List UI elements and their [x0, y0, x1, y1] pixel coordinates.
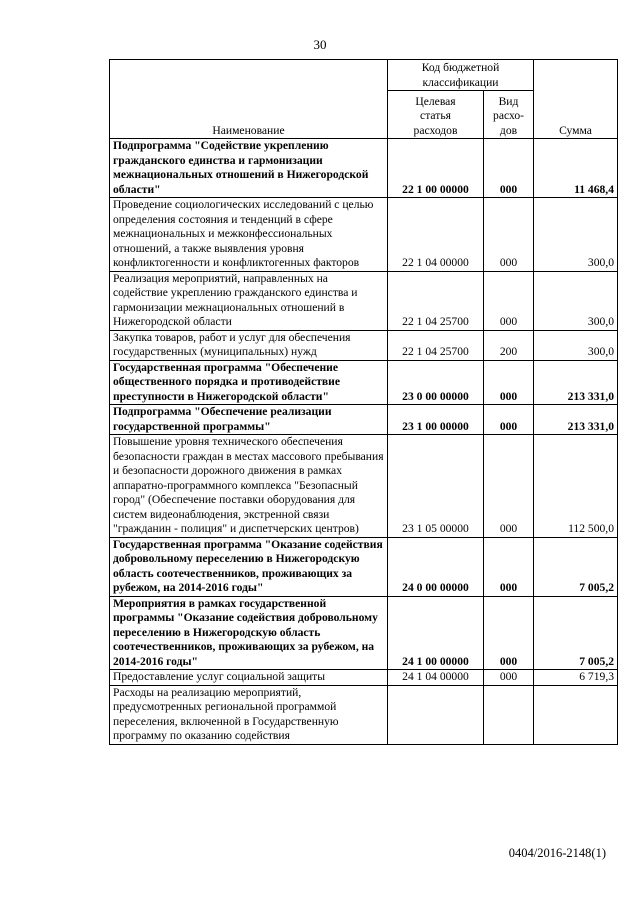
row-expense-kind-cell [484, 685, 534, 744]
row-name-cell: Расходы на реализацию мероприятий, предусмотренных региональной программой переселения, включенной в Государственную программу по оказанию содействия [110, 685, 388, 744]
row-target-article-cell: 22 1 04 00000 [388, 198, 484, 272]
row-name-cell: Государственная программа "Обеспечение общественного порядка и противодействие преступности в Нижегородской области" [110, 360, 388, 405]
row-target-article-cell: 23 1 05 00000 [388, 435, 484, 538]
row-sum-cell: 7 005,2 [534, 596, 618, 670]
header-target-article [388, 91, 484, 139]
row-name-cell: Подпрограмма "Содействие укреплению гражданского единства и гармонизации межнациональных отношений в Нижегородской области" [110, 139, 388, 198]
row-sum-cell: 300,0 [534, 330, 618, 360]
row-target-article-cell: 22 1 00 00000 [388, 139, 484, 198]
row-target-article-cell: 23 1 00 00000 [388, 405, 484, 435]
header-kind-line: Вид [498, 94, 519, 108]
row-target-article-cell: 22 1 04 25700 [388, 330, 484, 360]
header-kind-line: расхо- [493, 109, 524, 122]
row-sum-cell: 6 719,3 [534, 670, 618, 686]
table-row [110, 537, 618, 596]
row-name-cell: Проведение социологических исследований с целью определения состояния и тенденций в сфере межнациональных и межконфессиональных отношений, а также выявления уровня конфликтогенности и конфликтогенных факторов [110, 198, 388, 272]
row-expense-kind-cell: 000 [484, 198, 534, 272]
row-sum-cell: 300,0 [534, 198, 618, 272]
table-row [110, 330, 618, 360]
row-name-cell: Повышение уровня технического обеспечения безопасности граждан в местах массового пребывания и безопасности дорожного движения в рамках аппаратно-программного комплекса "Безопасный город" (Обеспечение поставки оборудования для систем видеонаблюдения, экстренной связи "гражданин - полиция" и диспетчерских центров) [110, 435, 388, 538]
row-name-cell: Государственная программа "Оказание содействия добровольному переселению в Нижегородскую область соотечественников, проживающих за рубежом, на 2014-2016 годы" [110, 537, 388, 596]
table-row [110, 360, 618, 405]
header-target-line: расходов [413, 123, 458, 137]
row-target-article-cell: 24 1 04 00000 [388, 670, 484, 686]
row-sum-cell [534, 685, 618, 744]
row-expense-kind-cell: 000 [484, 405, 534, 435]
table-row [110, 198, 618, 272]
row-target-article-cell: 22 1 04 25700 [388, 271, 484, 330]
row-name-cell: Подпрограмма "Обеспечение реализации государственной программы" [110, 405, 388, 435]
row-name-cell: Реализация мероприятий, направленных на содействие укреплению гражданского единства и гармонизации межнациональных отношений в Нижегородской области [110, 271, 388, 330]
row-expense-kind-cell: 000 [484, 670, 534, 686]
header-target-line: Целевая [415, 94, 456, 108]
row-sum-cell: 112 500,0 [534, 435, 618, 538]
row-expense-kind-cell: 000 [484, 360, 534, 405]
row-expense-kind-cell: 200 [484, 330, 534, 360]
table-row [110, 435, 618, 538]
row-sum-cell: 213 331,0 [534, 405, 618, 435]
header-sum: Сумма [534, 60, 618, 139]
header-target-line: статья [420, 109, 451, 122]
row-sum-cell: 213 331,0 [534, 360, 618, 405]
table-row [110, 139, 618, 198]
table-row [110, 405, 618, 435]
row-target-article-cell: 23 0 00 00000 [388, 360, 484, 405]
budget-table [109, 59, 618, 745]
row-sum-cell: 300,0 [534, 271, 618, 330]
table-row [110, 271, 618, 330]
document-code: 0404/2016-2148(1) [508, 846, 606, 860]
table-row [110, 670, 618, 686]
row-name-cell: Предоставление услуг социальной защиты [110, 670, 388, 686]
header-kind-line: дов [499, 123, 518, 137]
table-row [110, 596, 618, 670]
page-number: 30 [313, 37, 327, 52]
row-sum-cell: 7 005,2 [534, 537, 618, 596]
row-target-article-cell [388, 685, 484, 744]
header-budget-code: Код бюджетной классификации [388, 60, 534, 91]
row-expense-kind-cell: 000 [484, 537, 534, 596]
row-name-cell: Мероприятия в рамках государственной программы "Оказание содействия добровольному переселению в Нижегородскую область соотечественников, проживающих за рубежом, на 2014-2016 годы" [110, 596, 388, 670]
row-sum-cell: 11 468,4 [534, 139, 618, 198]
row-expense-kind-cell: 000 [484, 271, 534, 330]
row-target-article-cell: 24 0 00 00000 [388, 537, 484, 596]
header-name: Наименование [110, 60, 388, 139]
table-row [110, 685, 618, 744]
header-expense-kind [484, 91, 534, 139]
row-expense-kind-cell: 000 [484, 139, 534, 198]
row-target-article-cell: 24 1 00 00000 [388, 596, 484, 670]
row-expense-kind-cell: 000 [484, 435, 534, 538]
row-expense-kind-cell: 000 [484, 596, 534, 670]
row-name-cell: Закупка товаров, работ и услуг для обеспечения государственных (муниципальных) нужд [110, 330, 388, 360]
